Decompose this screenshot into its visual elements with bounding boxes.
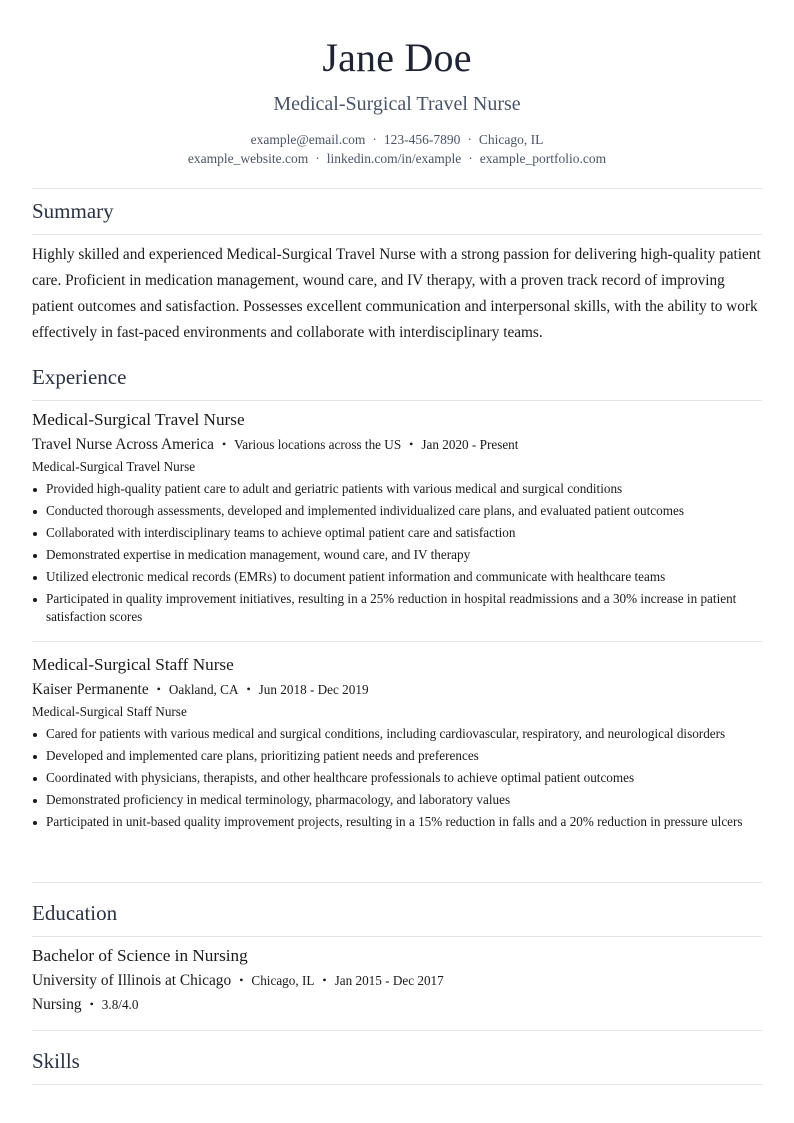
experience-heading: Experience: [32, 365, 127, 389]
education-school: University of Illinois at Chicago: [32, 972, 232, 989]
job-role: Medical-Surgical Staff Nurse: [32, 704, 187, 719]
meta-dot: •: [89, 997, 94, 1011]
bullet-item: Participated in unit-based quality improvement projects, resulting in a 15% reduction in falls and a 20% reduction in pressure ulcers: [32, 813, 762, 831]
bullet-item: Cared for patients with various medical and surgical conditions, including cardiovascular, respiratory, and neurological disorders: [32, 725, 762, 743]
contact-separator: ·: [315, 151, 320, 166]
job-bullets: [32, 725, 762, 831]
education-field-row: [32, 995, 444, 1015]
divider: [32, 882, 762, 883]
summary-text: Highly skilled and experienced Medical-Surgical Travel Nurse with a strong passion for delivering high-quality patient care. Proficient in medication management, wound care, and IV therapy, with a proven track record of improving patient outcomes and satisfaction. Possesses excellent communication and interpersonal skills, with the ability to work effectively in fast-paced environments and collaborate with interdisciplinary teams.: [32, 246, 761, 341]
job-company: Kaiser Permanente: [32, 681, 149, 698]
contact-row-2: [32, 149, 762, 168]
job-role: Medical-Surgical Travel Nurse: [32, 459, 196, 474]
job-dates: Jun 2018 - Dec 2019: [258, 682, 369, 697]
education-degree: Bachelor of Science in Nursing: [32, 946, 248, 965]
contact-separator: ·: [467, 132, 472, 147]
divider: [32, 936, 762, 937]
experience-entry: [32, 654, 762, 835]
bullet-item: Demonstrated proficiency in medical terminology, pharmacology, and laboratory values: [32, 791, 762, 809]
education-entry: [32, 945, 444, 1015]
job-title: Medical-Surgical Staff Nurse: [32, 655, 234, 674]
bullet-item: Developed and implemented care plans, prioritizing patient needs and preferences: [32, 747, 762, 765]
job-bullets: [32, 480, 762, 626]
contact-linkedin[interactable]: linkedin.com/in/example: [326, 151, 462, 166]
resume-header: [32, 0, 762, 168]
divider: [32, 188, 762, 189]
job-location: Oakland, CA: [168, 682, 239, 697]
education-location: Chicago, IL: [251, 973, 315, 988]
bullet-item: Coordinated with physicians, therapists, and other healthcare professionals to achieve optimal patient outcomes: [32, 769, 762, 787]
job-meta: [32, 435, 762, 455]
meta-dot: •: [156, 682, 161, 696]
bullet-item: Participated in quality improvement initiatives, resulting in a 25% reduction in hospital readmissions and a 30% increase in patient satisfaction scores: [32, 590, 762, 626]
meta-dot: •: [322, 973, 327, 987]
bullet-item: Conducted thorough assessments, developed and implemented individualized care plans, and evaluated patient outcomes: [32, 502, 762, 520]
job-dates: Jan 2020 - Present: [421, 437, 519, 452]
contact-email[interactable]: example@email.com: [250, 132, 366, 147]
meta-dot: •: [409, 437, 414, 451]
contact-website[interactable]: example_website.com: [187, 151, 309, 166]
candidate-title: Medical-Surgical Travel Nurse: [273, 93, 521, 115]
bullet-item: Demonstrated expertise in medication management, wound care, and IV therapy: [32, 546, 762, 564]
education-meta: [32, 971, 444, 991]
meta-dot: •: [221, 437, 227, 451]
bullet-item: Utilized electronic medical records (EMRs) to document patient information and communicate with healthcare teams: [32, 568, 762, 586]
meta-dot: •: [246, 682, 251, 696]
bullet-item: Collaborated with interdisciplinary teams to achieve optimal patient care and satisfaction: [32, 524, 762, 542]
summary-heading: Summary: [32, 199, 114, 223]
candidate-name: Jane Doe: [322, 35, 472, 80]
contact-row-1: [32, 130, 762, 149]
skills-heading: Skills: [32, 1049, 80, 1073]
divider: [32, 1030, 762, 1031]
contact-phone[interactable]: 123-456-7890: [383, 132, 461, 147]
education-dates: Jan 2015 - Dec 2017: [334, 973, 444, 988]
education-heading: Education: [32, 901, 118, 925]
education-field: Nursing: [32, 996, 82, 1013]
experience-entry: [32, 409, 762, 630]
contact-portfolio[interactable]: example_portfolio.com: [479, 151, 607, 166]
job-location: Various locations across the US: [234, 437, 402, 452]
education-gpa: 3.8/4.0: [101, 997, 139, 1012]
job-title: Medical-Surgical Travel Nurse: [32, 410, 245, 429]
contact-location: Chicago, IL: [478, 132, 544, 147]
divider: [32, 234, 762, 235]
divider: [32, 400, 762, 401]
divider: [32, 1084, 762, 1085]
bullet-item: Provided high-quality patient care to adult and geriatric patients with various medical and surgical conditions: [32, 480, 762, 498]
contact-separator: ·: [372, 132, 377, 147]
job-company: Travel Nurse Across America: [32, 436, 214, 453]
contact-separator: ·: [468, 151, 473, 166]
meta-dot: •: [239, 973, 244, 987]
divider: [32, 641, 762, 642]
job-meta: [32, 680, 762, 700]
